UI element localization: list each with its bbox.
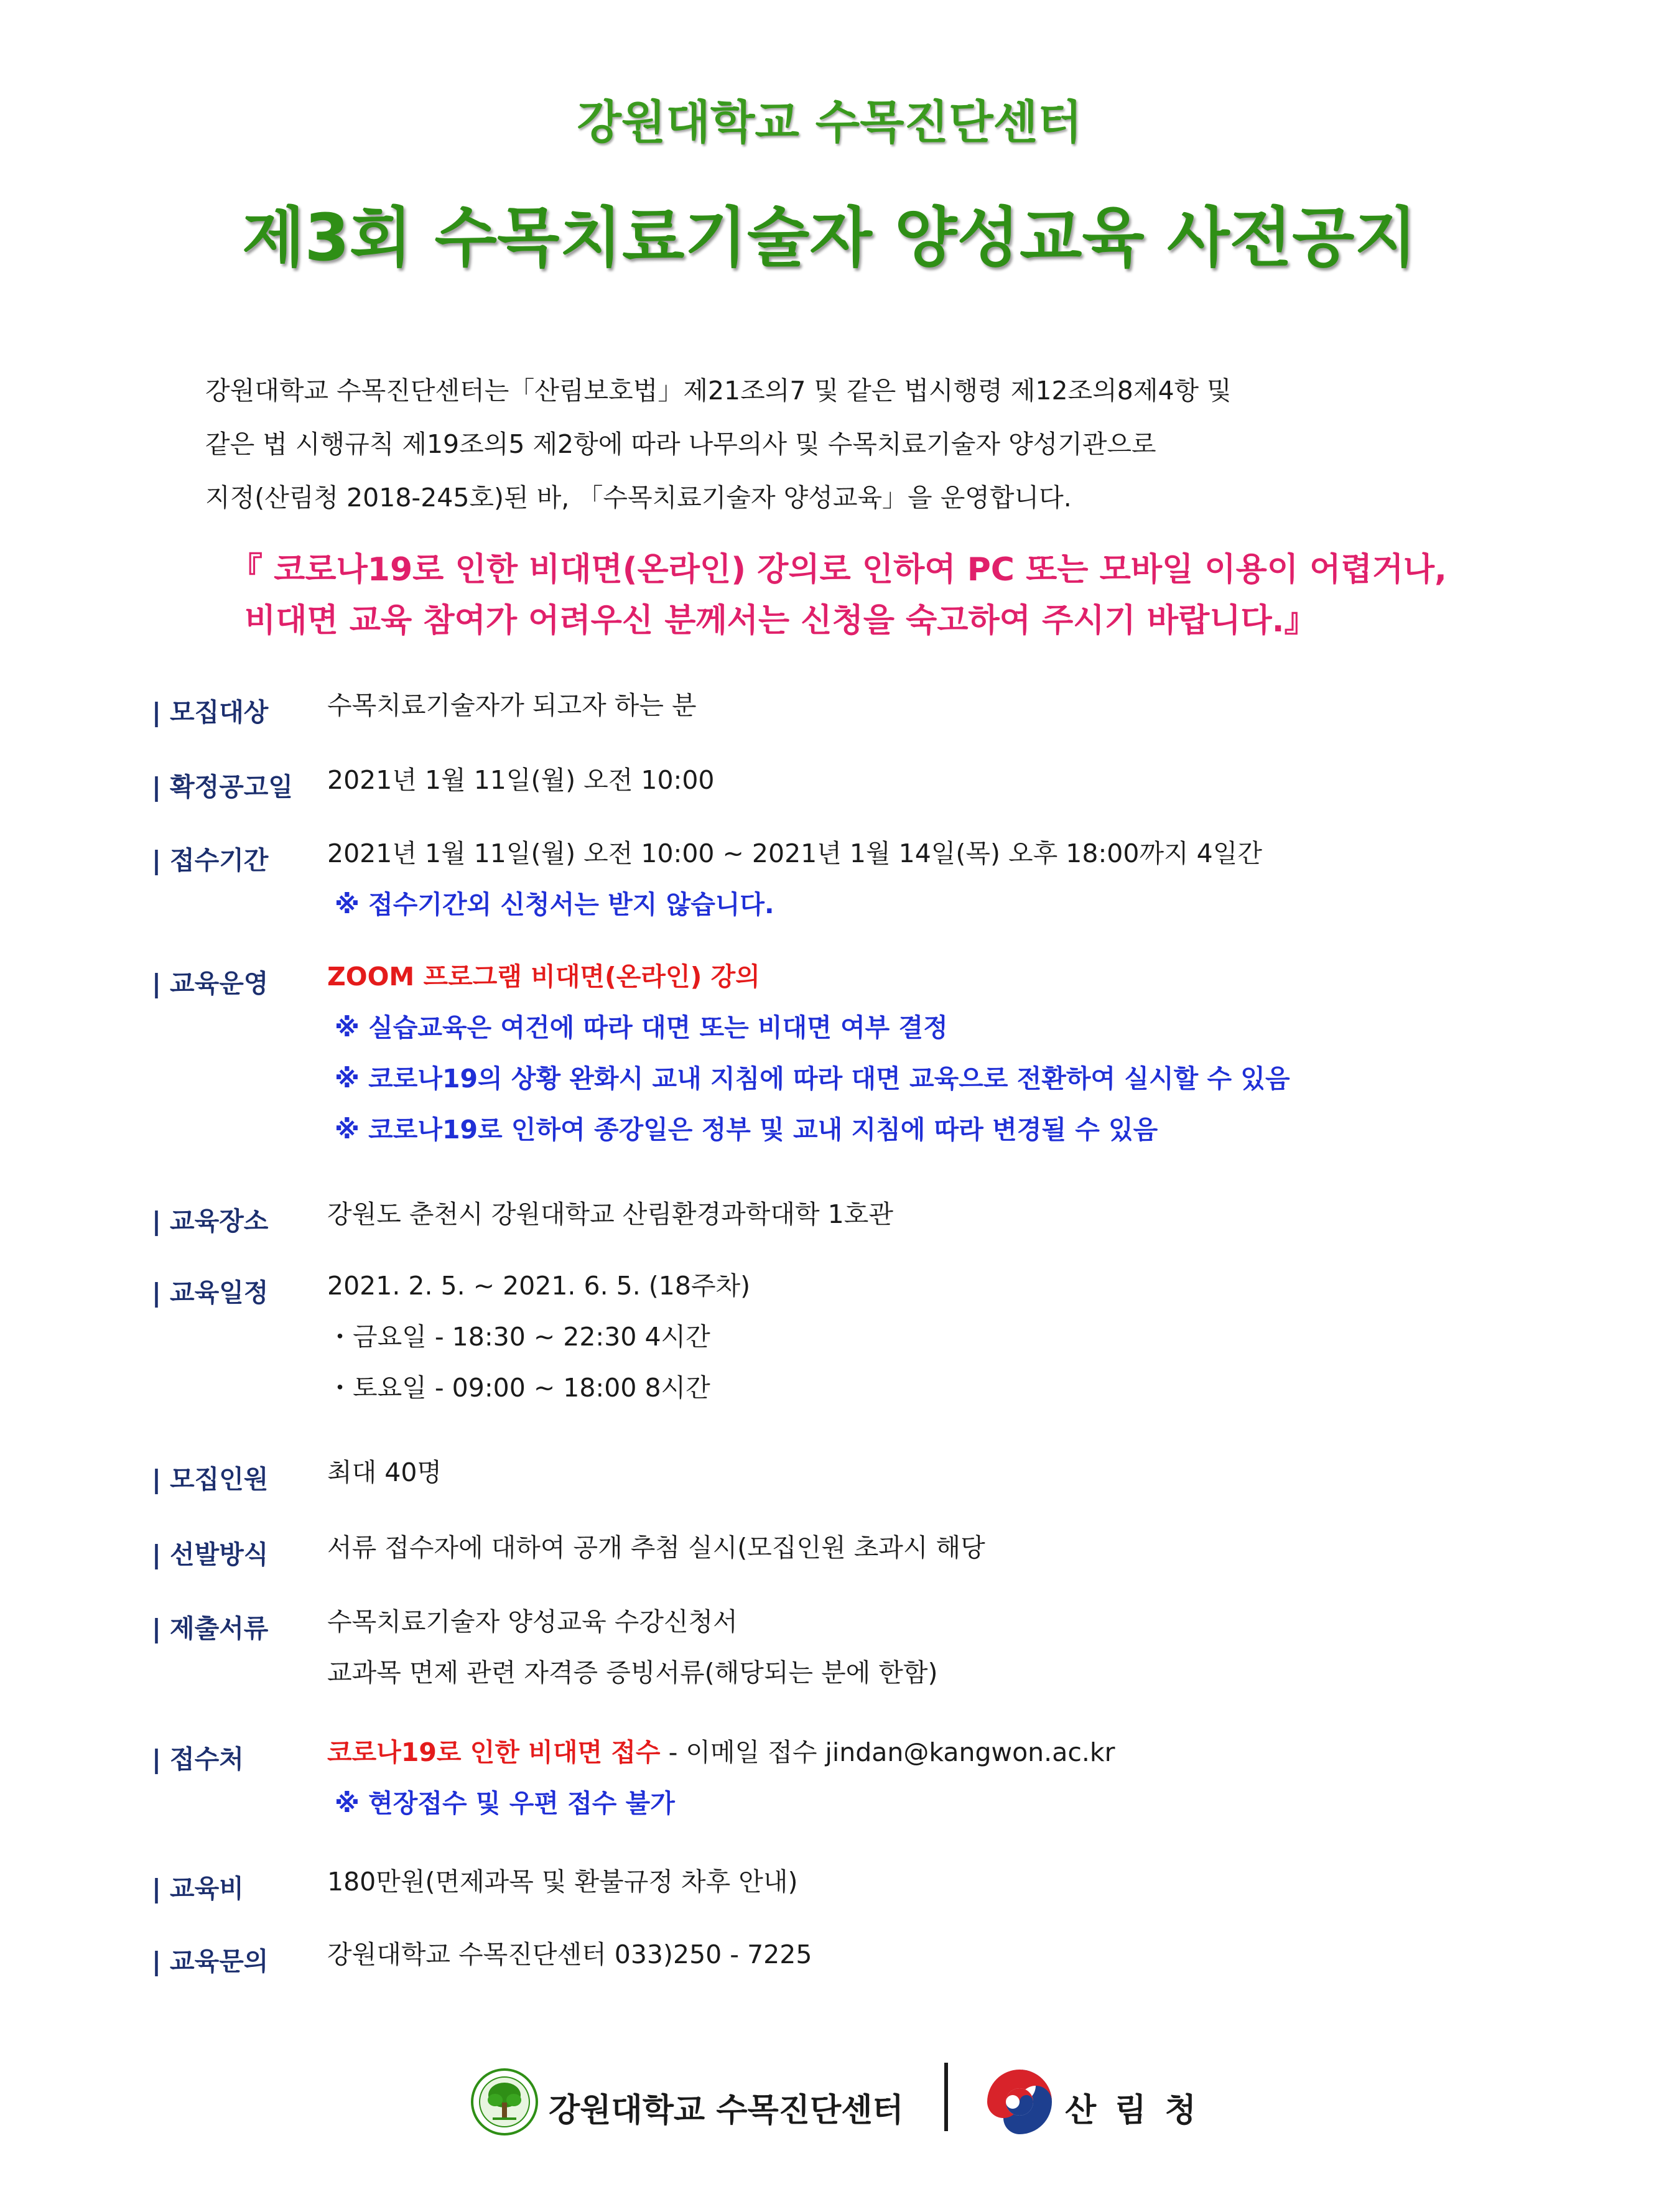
label-bar: |	[152, 1206, 161, 1236]
info-label-text: 선발방식	[169, 1540, 269, 1569]
info-label-text: 교육비	[169, 1874, 244, 1903]
info-value: ・금요일 - 18:30 ~ 22:30 4시간	[327, 1322, 710, 1352]
info-value: 수목치료기술자 양성교육 수강신청서	[327, 1607, 738, 1637]
info-values	[327, 1534, 1602, 1585]
info-value: 2021년 1월 11일(월) 오전 10:00 ~ 2021년 1월 14일(목) 오후 18:00까지 4일간	[327, 839, 1262, 868]
info-highlight: ZOOM 프로그램 비대면(온라인) 강의	[327, 962, 760, 992]
highlight-text: 코로나19로 인한 비대면 접수	[327, 1737, 661, 1767]
info-value-text: - 이메일 접수 jindan@kangwon.ac.kr	[660, 1737, 1115, 1767]
info-value: 서류 접수자에 대하여 공개 추첨 실시(모집인원 초과시 해당	[327, 1533, 985, 1563]
label-bar: |	[152, 1874, 161, 1903]
info-label	[152, 1459, 268, 1495]
info-value: 강원도 춘천시 강원대학교 산림환경과학대학 1호관	[327, 1199, 893, 1229]
info-value	[327, 1739, 1602, 1790]
info-label	[152, 692, 268, 728]
info-values	[327, 1272, 1602, 1425]
label-bar: |	[152, 697, 161, 727]
intro-line: 지정(산림청 2018-245호)된 바, 「수목치료기술자 양성교육」을 운영합니다.	[205, 483, 1072, 513]
info-value: 수목치료기술자가 되고자 하는 분	[327, 690, 697, 720]
info-label	[152, 1534, 268, 1571]
info-value: 180만원(면제과목 및 환불규정 차후 안내)	[327, 1867, 798, 1897]
footer-divider	[944, 2063, 948, 2131]
info-value: 최대 40명	[327, 1457, 442, 1487]
info-note: ※ 코로나19로 인하여 종강일은 정부 및 교내 지침에 따라 변경될 수 있음	[335, 1115, 1158, 1145]
info-values	[327, 840, 1602, 942]
tree-center-logo-icon	[470, 2068, 539, 2136]
info-values	[327, 692, 1602, 743]
label-bar: |	[152, 969, 161, 998]
info-label-text: 모집대상	[169, 697, 269, 727]
covid-notice	[230, 544, 1630, 646]
info-label-text: 접수기간	[169, 845, 269, 875]
info-label-text: 접수처	[169, 1744, 244, 1774]
government-taegeuk-emblem-icon	[983, 2065, 1056, 2139]
info-label	[152, 1272, 268, 1309]
info-note: ※ 접수기간외 신청서는 받지 않습니다.	[335, 890, 774, 919]
footer	[0, 2060, 1659, 2147]
info-label	[152, 1608, 268, 1645]
label-bar: |	[152, 1464, 161, 1494]
info-label-text: 제출서류	[169, 1614, 269, 1643]
label-bar: |	[152, 1946, 161, 1976]
info-label	[152, 963, 268, 1000]
label-bar: |	[152, 772, 161, 802]
notice-line: 비대면 교육 참여가 어려우신 분께서는 신청을 숙고하여 주시기 바랍니다.』	[244, 602, 1317, 639]
info-label	[152, 1868, 244, 1905]
info-label	[152, 1941, 268, 1977]
page-title: 제3회 수목치료기술자 양성교육 사전공지	[242, 200, 1417, 276]
info-values	[327, 963, 1602, 1167]
info-value: 교과목 면제 관련 자격증 증빙서류(해당되는 분에 한함)	[327, 1658, 938, 1688]
footer-org-name: 강원대학교 수목진단센터	[549, 2092, 904, 2129]
info-label-text: 교육문의	[169, 1946, 269, 1976]
org-title: 강원대학교 수목진단센터	[577, 96, 1082, 149]
intro-line: 같은 법 시행규칙 제19조의5 제2항에 따라 나무의사 및 수목치료기술자 양성기관으로	[205, 429, 1156, 459]
info-label	[152, 766, 293, 803]
label-bar: |	[152, 1540, 161, 1569]
label-bar: |	[152, 1614, 161, 1643]
info-label-text: 교육운영	[169, 969, 269, 998]
label-bar: |	[152, 1278, 161, 1308]
info-note: ※ 실습교육은 여건에 따라 대면 또는 비대면 여부 결정	[335, 1013, 948, 1043]
info-values	[327, 766, 1602, 817]
info-label-text: 확정공고일	[169, 772, 294, 802]
info-label-text: 교육일정	[169, 1278, 269, 1308]
intro-paragraph	[205, 364, 1543, 524]
info-note: ※ 코로나19의 상황 완화시 교내 지침에 따라 대면 교육으로 전환하여 실시할 수 있음	[335, 1064, 1290, 1094]
info-label	[152, 1201, 268, 1237]
label-bar: |	[152, 845, 161, 875]
info-note: ※ 현장접수 및 우편 접수 불가	[335, 1788, 675, 1818]
info-values	[327, 1739, 1602, 1841]
info-label-text: 모집인원	[169, 1464, 269, 1494]
info-values	[327, 1459, 1602, 1510]
info-value: 2021년 1월 11일(월) 오전 10:00	[327, 765, 715, 795]
info-label-text: 교육장소	[169, 1206, 269, 1236]
info-values	[327, 1608, 1602, 1710]
info-label	[152, 1739, 244, 1775]
label-bar: |	[152, 1744, 161, 1774]
info-value: ・토요일 - 09:00 ~ 18:00 8시간	[327, 1373, 710, 1403]
info-values	[327, 1941, 1602, 1992]
info-value: 2021. 2. 5. ~ 2021. 6. 5. (18주차)	[327, 1271, 751, 1301]
intro-line: 강원대학교 수목진단센터는「산림보호법」제21조의7 및 같은 법시행령 제12조의8제4항 및	[205, 376, 1232, 406]
info-value: 강원대학교 수목진단센터 033)250 - 7225	[327, 1940, 812, 1969]
info-values	[327, 1201, 1602, 1252]
info-label	[152, 840, 268, 876]
footer-agency-name: 산 림 청	[1065, 2092, 1200, 2129]
info-values	[327, 1868, 1602, 1919]
notice-line: 『 코로나19로 인한 비대면(온라인) 강의로 인하여 PC 또는 모바일 이용이 어렵거나,	[230, 551, 1447, 588]
